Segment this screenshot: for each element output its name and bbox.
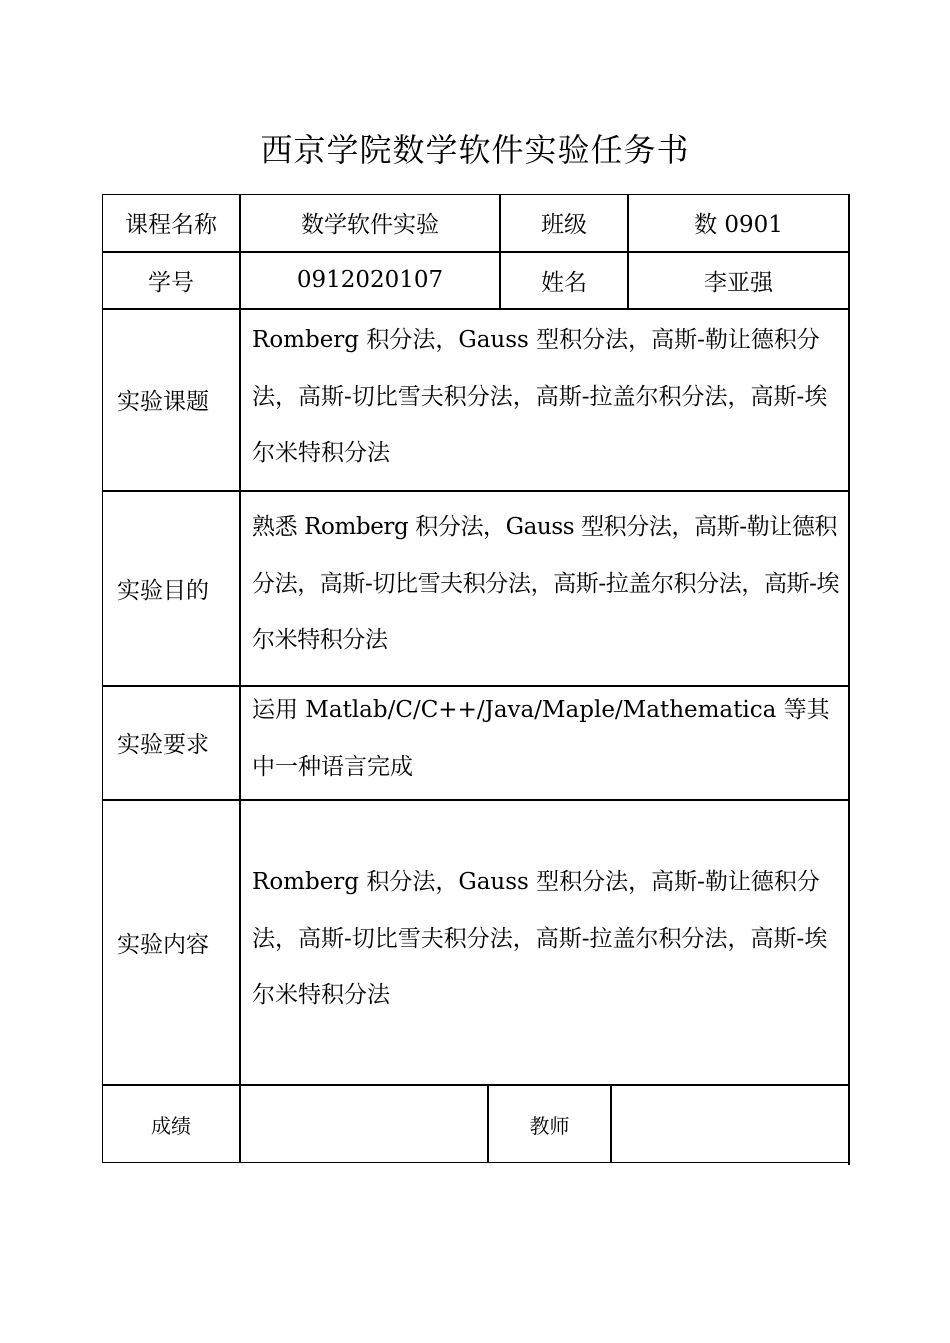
teacher-value: [612, 1085, 848, 1163]
label-column-divider: [239, 194, 241, 1163]
grade-value: [241, 1085, 487, 1163]
purpose-label: 实验目的: [117, 577, 209, 604]
content-text: Romberg 积分法，Gauss 型积分法，高斯-勒让德积分法，高斯-切比雪夫积分法，高斯-拉盖尔积分法，高斯-埃尔米特积分法: [252, 869, 828, 1008]
teacher-label: 教师: [529, 1113, 570, 1138]
topic-text: Romberg 积分法，Gauss 型积分法，高斯-勒让德积分法，高斯-切比雪夫积分法，高斯-拉盖尔积分法，高斯-埃尔米特积分法: [252, 327, 828, 466]
student-id-label: 学号: [148, 269, 194, 296]
class-value: 数 0901: [694, 212, 783, 238]
class-label: 班级: [541, 212, 587, 238]
purpose-text: 熟悉 Romberg 积分法，Gauss 型积分法，高斯-勒让德积分法，高斯-切比雪夫积分法，高斯-拉盖尔积分法，高斯-埃尔米特积分法: [252, 514, 840, 653]
requirement-label: 实验要求: [117, 732, 209, 758]
content-label: 实验内容: [117, 931, 209, 958]
course-name-label: 课程名称: [125, 212, 217, 238]
course-name-value: 数学软件实验: [301, 212, 439, 238]
document-title: 西京学院数学软件实验任务书: [260, 131, 690, 169]
requirement-text: 运用 Matlab/C/C++/Java/Maple/Mathematica 等其中一种语言完成: [252, 697, 830, 780]
student-name-label: 姓名: [541, 269, 587, 296]
student-id-value: 0912020107: [296, 267, 444, 293]
table-right-edge: [848, 194, 850, 1165]
student-name-value: 李亚强: [704, 269, 773, 296]
grade-label: 成绩: [151, 1113, 191, 1138]
topic-label: 实验课题: [117, 389, 209, 415]
